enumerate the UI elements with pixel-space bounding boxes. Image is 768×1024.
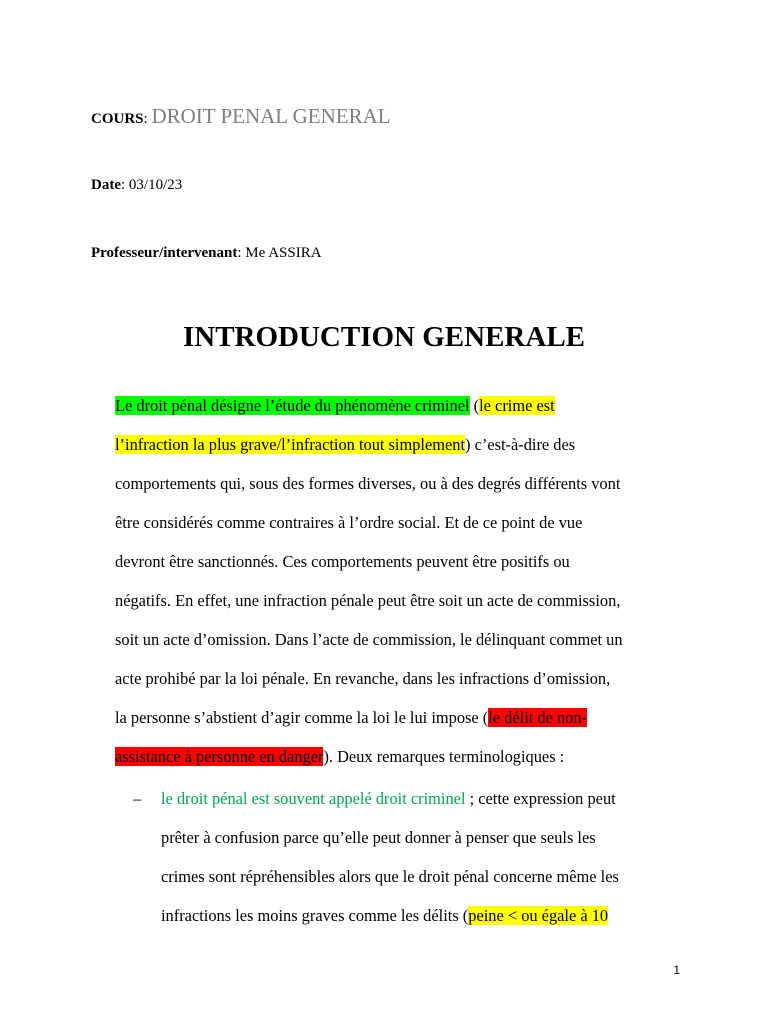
paragraph-line: être considérés comme contraires à l’ordre social. Et de ce point de vue xyxy=(115,513,583,532)
professor-value: Me ASSIRA xyxy=(245,245,322,261)
date-separator: : xyxy=(121,177,129,193)
paragraph-text: ) c’est-à-dire des xyxy=(465,435,576,454)
bullet-line xyxy=(161,896,681,935)
paragraph-text: ). Deux remarques terminologiques : xyxy=(323,747,565,766)
paren-text: ( xyxy=(469,396,480,415)
highlight-yellow: peine < ou égale à 10 xyxy=(468,906,609,925)
bullet-line xyxy=(161,779,681,818)
green-text: le droit pénal est souvent appelé droit criminel xyxy=(161,789,466,808)
paragraph-text: la personne s’abstient d’agir comme la loi le lui impose ( xyxy=(115,708,489,727)
course-label: COURS xyxy=(91,111,144,127)
paragraph-line: devront être sanctionnés. Ces comportements peuvent être positifs ou xyxy=(115,552,570,571)
course-title: DROIT PENAL GENERAL xyxy=(151,104,391,128)
paragraph-line: comportements qui, sous des formes diverses, ou à des degrés différents vont xyxy=(115,474,621,493)
highlight-yellow: l’infraction la plus grave/l’infraction tout simplement xyxy=(115,435,466,454)
paragraph-line xyxy=(115,425,685,464)
highlight-green: Le droit pénal désigne l’étude du phénomène criminel xyxy=(115,396,470,415)
highlight-red: le délit de non- xyxy=(488,708,588,727)
highlight-yellow: le crime est xyxy=(479,396,555,415)
paragraph-line: soit un acte d’omission. Dans l’acte de commission, le délinquant commet un xyxy=(115,630,623,649)
course-separator: : xyxy=(143,111,152,127)
paragraph-line: acte prohibé par la loi pénale. En revanche, dans les infractions d’omission, xyxy=(115,669,611,688)
paragraph-line xyxy=(115,386,685,425)
bullet-text: ; cette expression peut xyxy=(465,789,616,808)
paragraph-line xyxy=(115,698,685,737)
paragraph-line: négatifs. En effet, une infraction pénale peut être soit un acte de commission, xyxy=(115,591,621,610)
paragraph-line xyxy=(115,737,685,776)
document-title: INTRODUCTION GENERALE xyxy=(182,321,586,353)
date-label: Date xyxy=(91,177,121,193)
bullet-line: prêter à confusion parce qu’elle peut donner à penser que seuls les xyxy=(161,828,596,847)
professor-label: Professeur/intervenant xyxy=(91,245,238,261)
page-number: 1 xyxy=(673,963,680,977)
bullet-text: infractions les moins graves comme les délits ( xyxy=(161,906,469,925)
intro-paragraph xyxy=(115,386,685,776)
professor-separator: : xyxy=(237,245,246,261)
bullet-line: crimes sont répréhensibles alors que le droit pénal concerne même les xyxy=(161,867,619,886)
bullet-item xyxy=(161,779,681,935)
highlight-red: assistance à personne en danger xyxy=(115,747,324,766)
course-line xyxy=(91,104,391,129)
date-line xyxy=(91,177,182,194)
professor-line xyxy=(91,245,322,262)
bullet-marker: – xyxy=(133,789,142,808)
date-value: 03/10/23 xyxy=(128,177,183,193)
